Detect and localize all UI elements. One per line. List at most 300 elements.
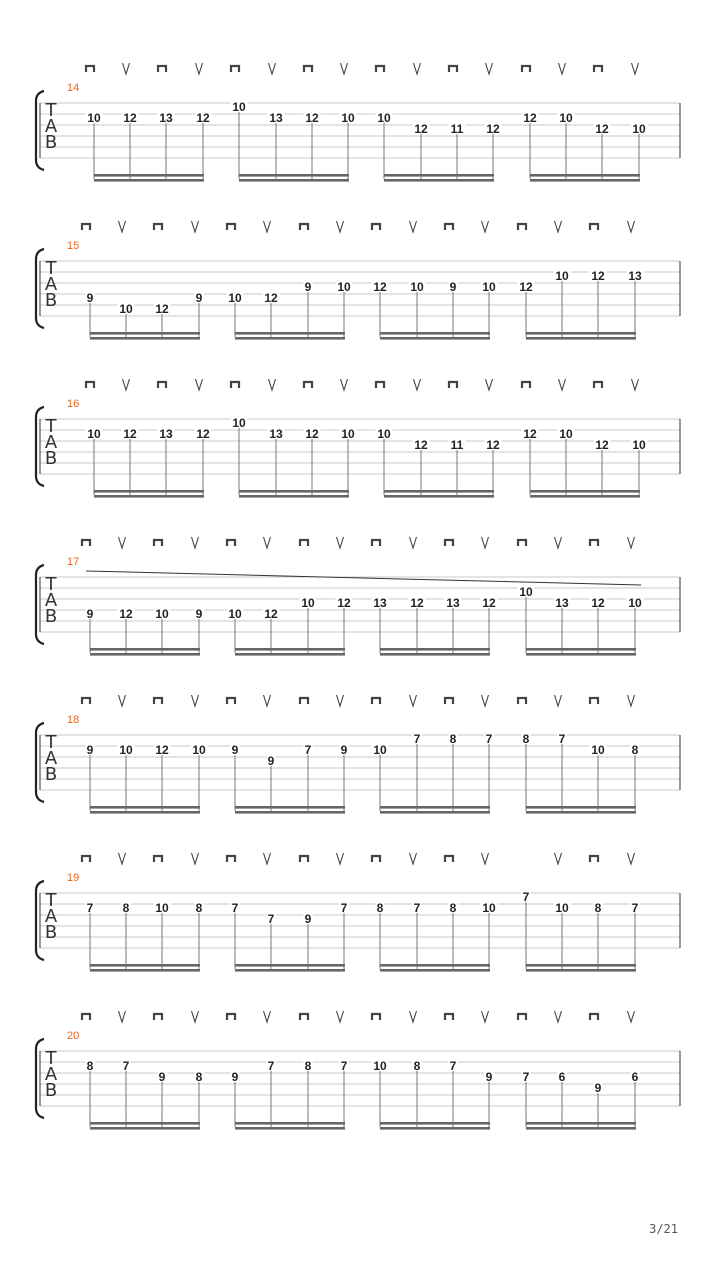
fret-number: 8 — [195, 901, 203, 915]
fret-number: 9 — [340, 743, 348, 757]
beam — [90, 648, 200, 651]
downstroke-icon — [82, 1014, 90, 1020]
downstroke-icon — [300, 540, 308, 546]
downstroke-icon — [154, 1014, 162, 1020]
downstroke-icon — [376, 382, 384, 388]
beam — [235, 1122, 345, 1125]
fret-number: 10 — [632, 438, 646, 452]
upstroke-icon — [628, 537, 635, 548]
fret-number: 7 — [485, 732, 493, 746]
upstroke-icon — [555, 1011, 562, 1022]
fret-number: 13 — [446, 596, 460, 610]
upstroke-icon — [486, 63, 493, 74]
upstroke-icon — [269, 379, 276, 390]
tab-clef-letter: T — [45, 416, 57, 437]
downstroke-icon — [522, 382, 530, 388]
fret-number: 7 — [413, 732, 421, 746]
tab-clef-letter: T — [45, 1048, 57, 1069]
beam — [94, 495, 204, 498]
upstroke-icon — [264, 853, 271, 864]
downstroke-icon — [154, 856, 162, 862]
downstroke-icon — [372, 1014, 380, 1020]
page-number: 3/21 — [649, 1222, 678, 1236]
downstroke-icon — [594, 382, 602, 388]
fret-number: 7 — [86, 901, 94, 915]
upstroke-icon — [264, 695, 271, 706]
upstroke-icon — [628, 1011, 635, 1022]
tab-clef-letter: T — [45, 890, 57, 911]
beam — [90, 653, 200, 656]
upstroke-icon — [414, 379, 421, 390]
fret-number: 9 — [86, 607, 94, 621]
fret-number: 12 — [337, 596, 351, 610]
upstroke-icon — [628, 695, 635, 706]
downstroke-icon — [300, 698, 308, 704]
downstroke-icon — [86, 382, 94, 388]
fret-number: 10 — [87, 427, 101, 441]
beam — [380, 964, 490, 967]
fret-number: 8 — [522, 732, 530, 746]
fret-number: 12 — [523, 111, 537, 125]
fret-number: 9 — [195, 291, 203, 305]
fret-number: 9 — [158, 1070, 166, 1084]
upstroke-icon — [628, 853, 635, 864]
fret-number: 11 — [450, 438, 464, 452]
beam — [90, 964, 200, 967]
fret-number: 10 — [232, 100, 246, 114]
downstroke-icon — [372, 540, 380, 546]
upstroke-icon — [196, 63, 203, 74]
tab-clef-letter: B — [44, 922, 58, 943]
fret-number: 10 — [341, 111, 355, 125]
fret-number: 10 — [119, 743, 133, 757]
upstroke-icon — [123, 63, 130, 74]
fret-number: 13 — [269, 111, 283, 125]
measure-number: 16 — [67, 398, 80, 410]
tab-clef-letter: A — [44, 906, 58, 927]
tab-clef-letter: B — [44, 132, 58, 153]
tab-clef-letter: T — [45, 258, 57, 279]
beam — [235, 964, 345, 967]
fret-number: 7 — [558, 732, 566, 746]
fret-number: 10 — [155, 607, 169, 621]
fret-number: 10 — [87, 111, 101, 125]
beam — [94, 490, 204, 493]
downstroke-icon — [594, 66, 602, 72]
downstroke-icon — [86, 66, 94, 72]
beam — [526, 806, 636, 809]
fret-number: 8 — [376, 901, 384, 915]
beam — [235, 337, 345, 340]
upstroke-icon — [559, 379, 566, 390]
downstroke-icon — [300, 856, 308, 862]
downstroke-icon — [445, 1014, 453, 1020]
fret-number: 12 — [264, 291, 278, 305]
downstroke-icon — [154, 224, 162, 230]
beam — [380, 653, 490, 656]
fret-number: 10 — [519, 585, 533, 599]
fret-number: 13 — [555, 596, 569, 610]
fret-number: 7 — [449, 1059, 457, 1073]
downstroke-icon — [376, 66, 384, 72]
fret-number: 12 — [591, 269, 605, 283]
fret-number: 10 — [555, 269, 569, 283]
fret-number: 8 — [413, 1059, 421, 1073]
downstroke-icon — [518, 224, 526, 230]
upstroke-icon — [414, 63, 421, 74]
beam — [90, 337, 200, 340]
fret-number: 13 — [628, 269, 642, 283]
downstroke-icon — [518, 1014, 526, 1020]
downstroke-icon — [590, 540, 598, 546]
fret-number: 12 — [155, 743, 169, 757]
upstroke-icon — [196, 379, 203, 390]
upstroke-icon — [410, 1011, 417, 1022]
fret-number: 10 — [119, 302, 133, 316]
upstroke-icon — [559, 63, 566, 74]
beam — [235, 969, 345, 972]
tab-clef-letter: A — [44, 116, 58, 137]
measure-number: 14 — [67, 82, 80, 94]
fret-number: 9 — [449, 280, 457, 294]
fret-number: 7 — [267, 1059, 275, 1073]
fret-number: 12 — [119, 607, 133, 621]
fret-number: 12 — [523, 427, 537, 441]
beam — [90, 811, 200, 814]
fret-number: 10 — [632, 122, 646, 136]
measure-number: 18 — [67, 714, 80, 726]
fret-number: 10 — [410, 280, 424, 294]
upstroke-icon — [192, 221, 199, 232]
fret-number: 10 — [482, 901, 496, 915]
downstroke-icon — [449, 66, 457, 72]
fret-number: 8 — [631, 743, 639, 757]
fret-number: 12 — [414, 122, 428, 136]
downstroke-icon — [154, 540, 162, 546]
downstroke-icon — [522, 66, 530, 72]
upstroke-icon — [555, 695, 562, 706]
tab-clef-letter: B — [44, 764, 58, 785]
fret-number: 10 — [559, 111, 573, 125]
downstroke-icon — [300, 224, 308, 230]
upstroke-icon — [337, 221, 344, 232]
fret-number: 10 — [482, 280, 496, 294]
fret-number: 7 — [304, 743, 312, 757]
upstroke-icon — [123, 379, 130, 390]
measure-number: 15 — [67, 240, 80, 252]
fret-number: 12 — [305, 111, 319, 125]
downstroke-icon — [518, 540, 526, 546]
fret-number: 12 — [486, 122, 500, 136]
fret-number: 10 — [232, 416, 246, 430]
fret-number: 11 — [450, 122, 464, 136]
upstroke-icon — [341, 379, 348, 390]
downstroke-icon — [372, 856, 380, 862]
fret-number: 7 — [340, 901, 348, 915]
fret-number: 12 — [595, 122, 609, 136]
measure-number: 19 — [67, 872, 80, 884]
downstroke-icon — [372, 698, 380, 704]
upstroke-icon — [119, 537, 126, 548]
beam — [90, 1127, 200, 1130]
upstroke-icon — [269, 63, 276, 74]
fret-number: 7 — [522, 1070, 530, 1084]
fret-number: 8 — [594, 901, 602, 915]
downstroke-icon — [82, 540, 90, 546]
beam — [239, 174, 349, 177]
fret-number: 8 — [122, 901, 130, 915]
slide-line — [86, 571, 641, 585]
fret-number: 9 — [304, 280, 312, 294]
upstroke-icon — [486, 379, 493, 390]
beam — [384, 174, 494, 177]
fret-number: 10 — [155, 901, 169, 915]
downstroke-icon — [590, 856, 598, 862]
downstroke-icon — [590, 1014, 598, 1020]
fret-number: 13 — [159, 111, 173, 125]
beam — [235, 648, 345, 651]
downstroke-icon — [372, 224, 380, 230]
fret-number: 13 — [373, 596, 387, 610]
beam — [90, 1122, 200, 1125]
fret-number: 10 — [228, 291, 242, 305]
beam — [526, 1122, 636, 1125]
upstroke-icon — [119, 1011, 126, 1022]
downstroke-icon — [300, 1014, 308, 1020]
fret-number: 9 — [304, 912, 312, 926]
fret-number: 13 — [159, 427, 173, 441]
fret-number: 9 — [231, 1070, 239, 1084]
upstroke-icon — [482, 695, 489, 706]
downstroke-icon — [82, 224, 90, 230]
downstroke-icon — [227, 856, 235, 862]
fret-number: 9 — [231, 743, 239, 757]
downstroke-icon — [154, 698, 162, 704]
fret-number: 12 — [519, 280, 533, 294]
fret-number: 12 — [305, 427, 319, 441]
beam — [526, 1127, 636, 1130]
fret-number: 7 — [267, 912, 275, 926]
downstroke-icon — [227, 224, 235, 230]
fret-number: 7 — [340, 1059, 348, 1073]
tab-clef-letter: T — [45, 732, 57, 753]
downstroke-icon — [445, 540, 453, 546]
upstroke-icon — [192, 537, 199, 548]
tab-clef-letter: B — [44, 448, 58, 469]
fret-number: 7 — [122, 1059, 130, 1073]
beam — [526, 964, 636, 967]
fret-number: 7 — [631, 901, 639, 915]
upstroke-icon — [555, 537, 562, 548]
upstroke-icon — [337, 695, 344, 706]
upstroke-icon — [410, 853, 417, 864]
fret-number: 12 — [414, 438, 428, 452]
downstroke-icon — [82, 856, 90, 862]
upstroke-icon — [192, 853, 199, 864]
fret-number: 10 — [373, 1059, 387, 1073]
upstroke-icon — [264, 537, 271, 548]
downstroke-icon — [227, 540, 235, 546]
beam — [90, 969, 200, 972]
tab-clef-letter: A — [44, 748, 58, 769]
upstroke-icon — [337, 537, 344, 548]
downstroke-icon — [518, 698, 526, 704]
downstroke-icon — [449, 382, 457, 388]
fret-number: 10 — [341, 427, 355, 441]
fret-number: 12 — [123, 427, 137, 441]
measure-number: 20 — [67, 1030, 80, 1042]
fret-number: 12 — [373, 280, 387, 294]
upstroke-icon — [555, 853, 562, 864]
tab-clef-letter: A — [44, 274, 58, 295]
downstroke-icon — [590, 698, 598, 704]
tab-clef-letter: B — [44, 1080, 58, 1101]
downstroke-icon — [158, 66, 166, 72]
tab-clef-letter: B — [44, 290, 58, 311]
beam — [380, 1127, 490, 1130]
fret-number: 12 — [264, 607, 278, 621]
beam — [235, 811, 345, 814]
beam — [380, 337, 490, 340]
upstroke-icon — [482, 221, 489, 232]
upstroke-icon — [628, 221, 635, 232]
fret-number: 12 — [123, 111, 137, 125]
upstroke-icon — [119, 853, 126, 864]
upstroke-icon — [482, 537, 489, 548]
fret-number: 9 — [485, 1070, 493, 1084]
beam — [94, 174, 204, 177]
beam — [90, 332, 200, 335]
beam — [380, 648, 490, 651]
beam — [384, 495, 494, 498]
fret-number: 10 — [337, 280, 351, 294]
fret-number: 9 — [594, 1081, 602, 1095]
upstroke-icon — [632, 63, 639, 74]
fret-number: 9 — [195, 607, 203, 621]
beam — [239, 495, 349, 498]
fret-number: 8 — [304, 1059, 312, 1073]
downstroke-icon — [445, 224, 453, 230]
beam — [235, 1127, 345, 1130]
fret-number: 12 — [591, 596, 605, 610]
upstroke-icon — [555, 221, 562, 232]
fret-number: 7 — [413, 901, 421, 915]
beam — [384, 490, 494, 493]
beam — [235, 806, 345, 809]
measure-number: 17 — [67, 556, 80, 568]
tab-clef-letter: T — [45, 100, 57, 121]
beam — [380, 1122, 490, 1125]
upstroke-icon — [264, 221, 271, 232]
tab-clef-letter: A — [44, 432, 58, 453]
beam — [526, 648, 636, 651]
fret-number: 7 — [522, 890, 530, 904]
fret-number: 10 — [628, 596, 642, 610]
fret-number: 12 — [196, 427, 210, 441]
fret-number: 10 — [377, 111, 391, 125]
upstroke-icon — [482, 1011, 489, 1022]
fret-number: 10 — [377, 427, 391, 441]
beam — [530, 174, 640, 177]
fret-number: 9 — [267, 754, 275, 768]
upstroke-icon — [192, 1011, 199, 1022]
fret-number: 10 — [591, 743, 605, 757]
fret-number: 12 — [482, 596, 496, 610]
fret-number: 7 — [231, 901, 239, 915]
fret-number: 9 — [86, 743, 94, 757]
fret-number: 12 — [196, 111, 210, 125]
beam — [526, 969, 636, 972]
upstroke-icon — [119, 221, 126, 232]
upstroke-icon — [632, 379, 639, 390]
upstroke-icon — [337, 1011, 344, 1022]
downstroke-icon — [227, 698, 235, 704]
fret-number: 8 — [449, 732, 457, 746]
beam — [90, 806, 200, 809]
beam — [384, 179, 494, 182]
fret-number: 9 — [86, 291, 94, 305]
fret-number: 10 — [192, 743, 206, 757]
fret-number: 10 — [301, 596, 315, 610]
downstroke-icon — [158, 382, 166, 388]
fret-number: 13 — [269, 427, 283, 441]
upstroke-icon — [337, 853, 344, 864]
fret-number: 6 — [558, 1070, 566, 1084]
upstroke-icon — [410, 695, 417, 706]
beam — [526, 811, 636, 814]
downstroke-icon — [445, 856, 453, 862]
beam — [530, 179, 640, 182]
beam — [380, 332, 490, 335]
beam — [380, 806, 490, 809]
beam — [239, 179, 349, 182]
beam — [380, 969, 490, 972]
upstroke-icon — [192, 695, 199, 706]
fret-number: 12 — [155, 302, 169, 316]
beam — [530, 490, 640, 493]
fret-number: 10 — [559, 427, 573, 441]
beam — [530, 495, 640, 498]
downstroke-icon — [231, 66, 239, 72]
upstroke-icon — [410, 221, 417, 232]
beam — [526, 653, 636, 656]
fret-number: 10 — [373, 743, 387, 757]
fret-number: 12 — [595, 438, 609, 452]
beam — [526, 332, 636, 335]
beam — [380, 811, 490, 814]
fret-number: 8 — [449, 901, 457, 915]
beam — [94, 179, 204, 182]
fret-number: 12 — [486, 438, 500, 452]
upstroke-icon — [341, 63, 348, 74]
tab-clef-letter: T — [45, 574, 57, 595]
tab-clef-letter: B — [44, 606, 58, 627]
fret-number: 8 — [195, 1070, 203, 1084]
upstroke-icon — [119, 695, 126, 706]
downstroke-icon — [227, 1014, 235, 1020]
fret-number: 8 — [86, 1059, 94, 1073]
fret-number: 6 — [631, 1070, 639, 1084]
downstroke-icon — [304, 66, 312, 72]
fret-number: 12 — [410, 596, 424, 610]
downstroke-icon — [231, 382, 239, 388]
upstroke-icon — [264, 1011, 271, 1022]
upstroke-icon — [410, 537, 417, 548]
downstroke-icon — [82, 698, 90, 704]
beam — [239, 490, 349, 493]
fret-number: 10 — [228, 607, 242, 621]
tab-clef-letter: A — [44, 1064, 58, 1085]
